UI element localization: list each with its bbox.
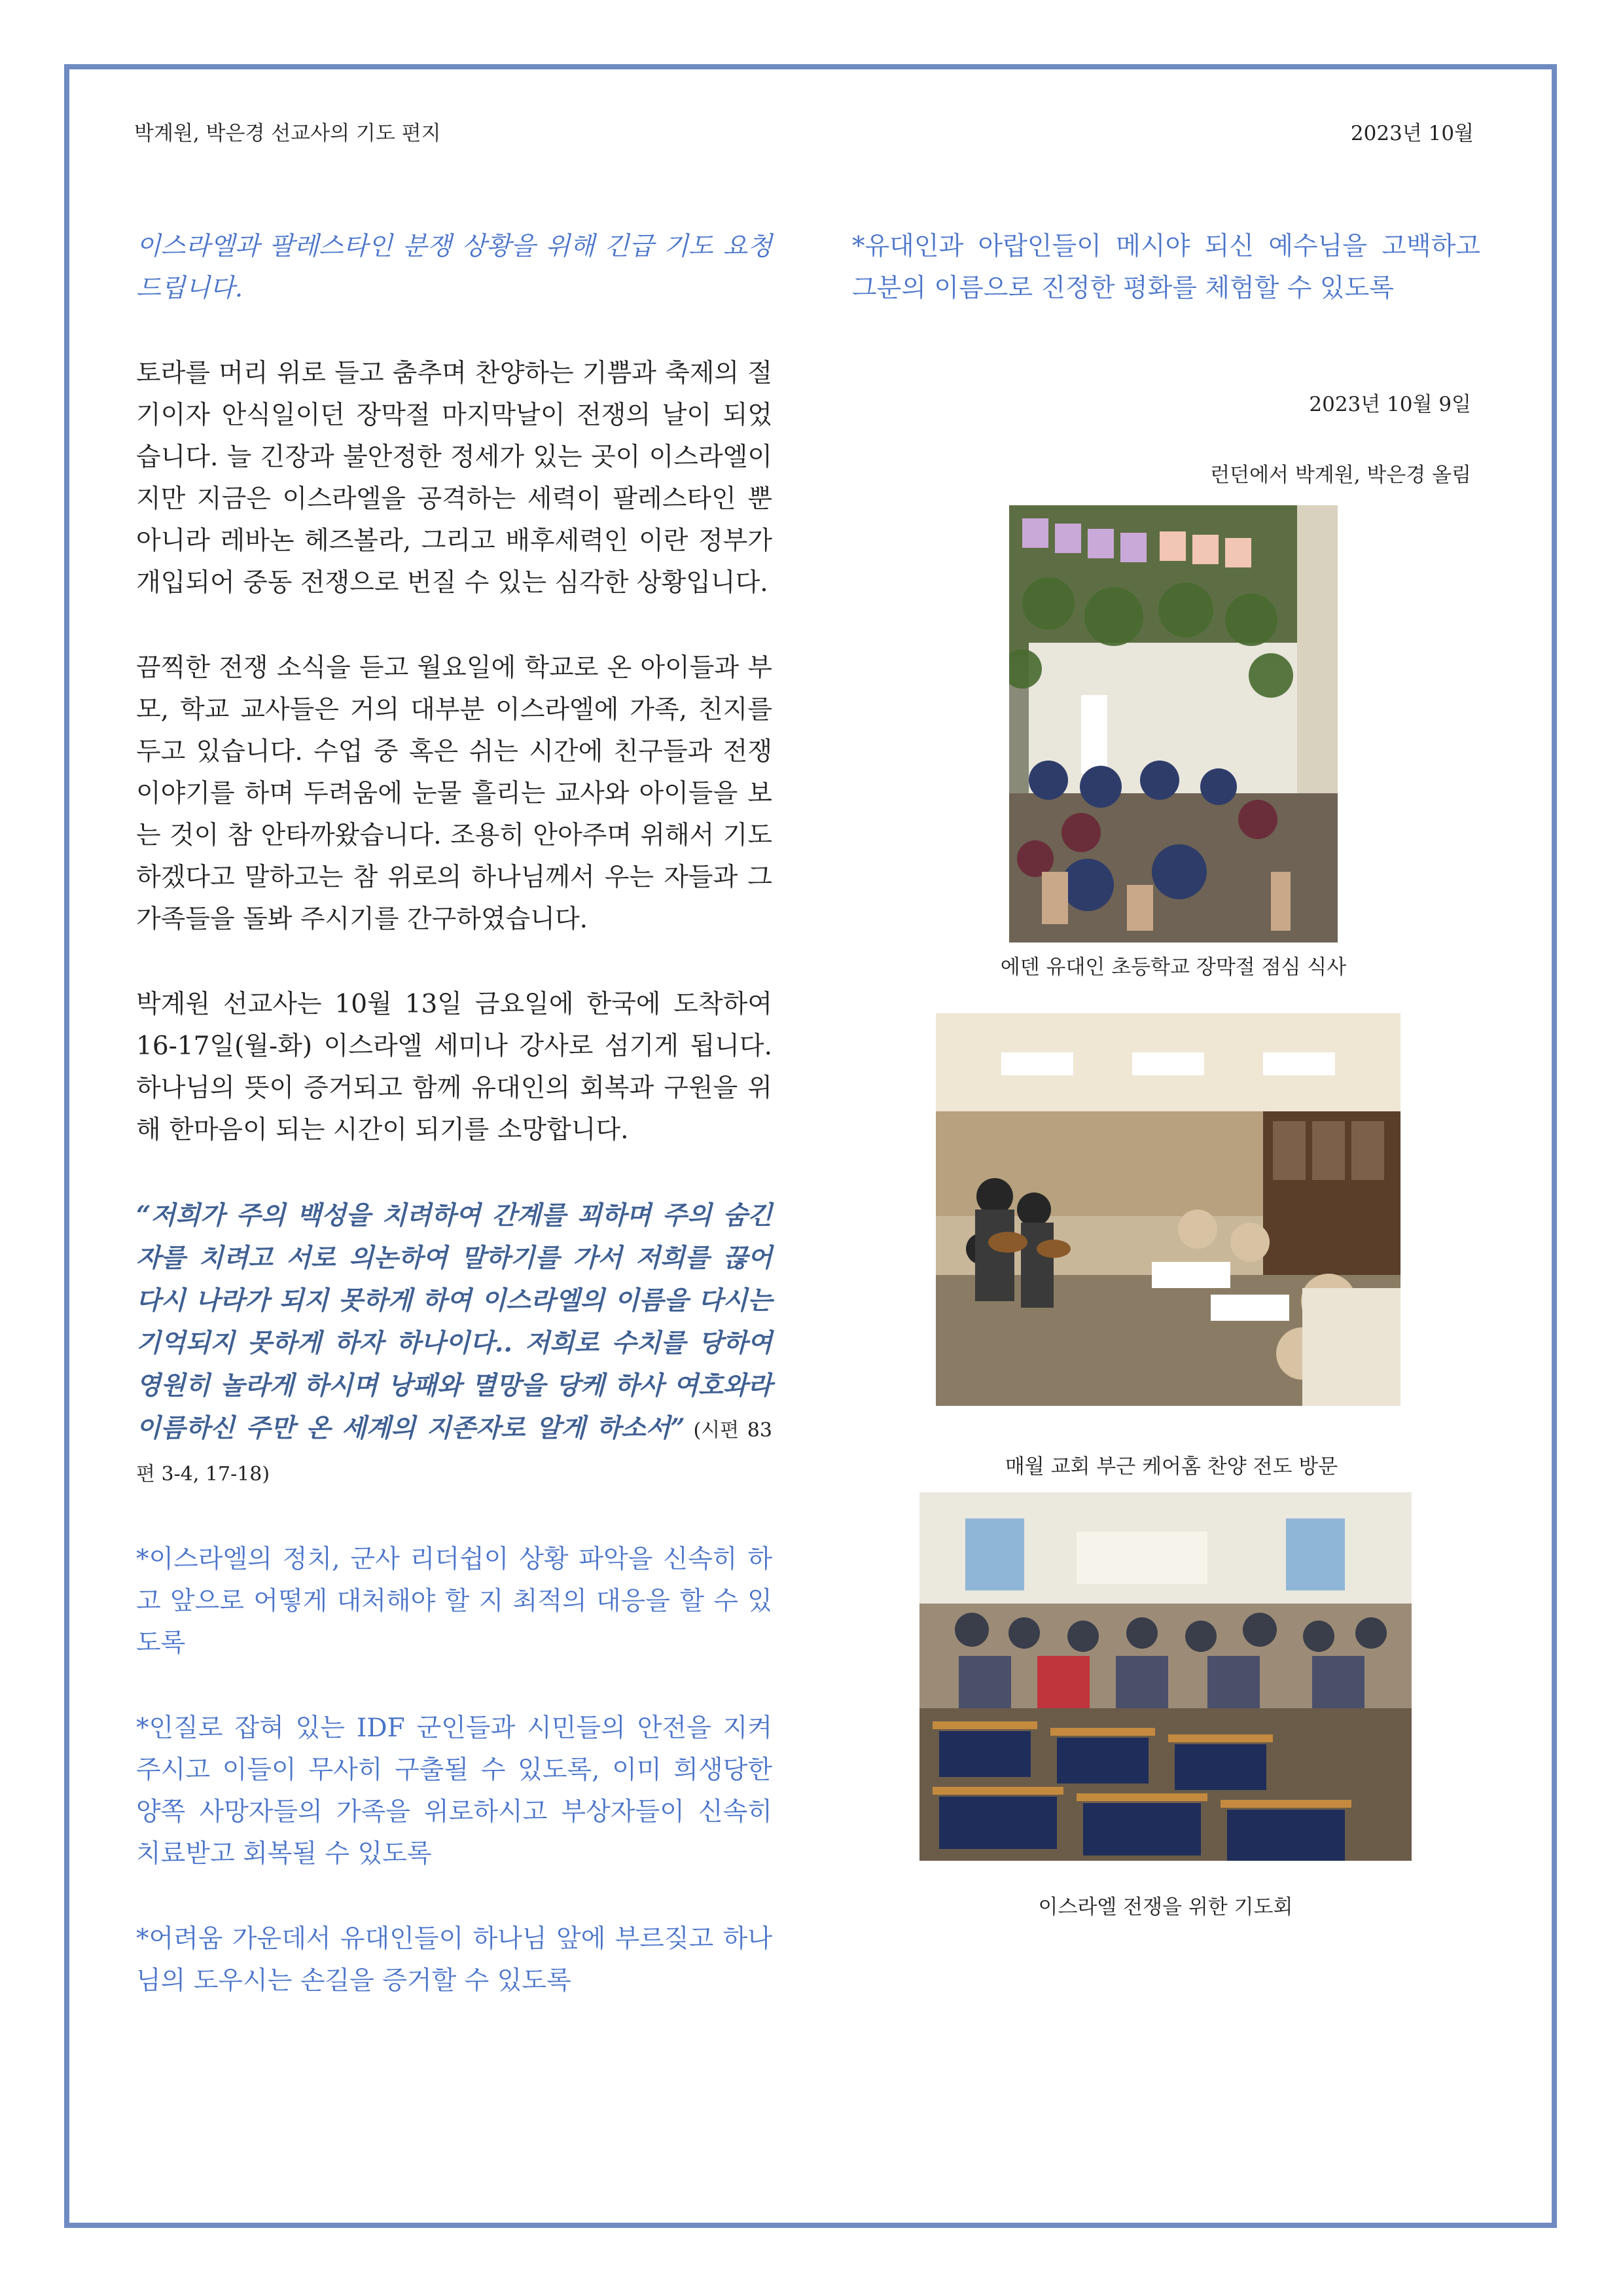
photo-prayer-meeting — [919, 1492, 1412, 1861]
letter-header-date: 2023년 10월 — [1350, 122, 1474, 145]
left-column — [136, 226, 772, 2045]
right-column — [852, 226, 1480, 310]
letter-signature: 런던에서 박계원, 박은경 올림 — [1210, 463, 1471, 487]
prayer-item-4: *유대인과 아랍인들이 메시야 되신 예수님을 고백하고 그분의 이름으로 진정한 평화를 체험할 수 있도록 — [852, 232, 1480, 303]
paragraph-2: 끔찍한 전쟁 소식을 듣고 월요일에 학교로 온 아이들과 부모, 학교 교사들은 거의 대부분 이스라엘에 가족, 친지를 두고 있습니다. 수업 중 혹은 쉬는 시간에 친구들과 전쟁 이야기를 하며 두려움에 눈물 흘리는 교사와 아이들을 보는 것이 참 안타까왔습니다. 조용히 안아주며 위해서 기도하겠다고 말하고는 참 위로의 하나님께서 우는 자들과 그 가족들을 돌봐 주시기를 간구하였습니다. — [136, 653, 772, 934]
scripture-block — [136, 1194, 772, 1496]
prayer-item-1: *이스라엘의 정치, 군사 리더쉽이 상황 파악을 신속히 하고 앞으로 어떻게 대처해야 할 지 최적의 대응을 할 수 있도록 — [136, 1545, 772, 1658]
letter-date: 2023년 10월 9일 — [1309, 393, 1471, 416]
prayer-item-2: *인질로 잡혀 있는 IDF 군인들과 시민들의 안전을 지켜 주시고 이들이 무사히 구출될 수 있도록, 이미 희생당한 양쪽 사망자들의 가족을 위로하시고 부상자들이 신속히 치료받고 회복될 수 있도록 — [136, 1713, 772, 1869]
letter-header-title: 박계원, 박은경 선교사의 기도 편지 — [134, 122, 441, 145]
photo-sukkah-lunch-image — [1009, 505, 1338, 942]
paragraph-3: 박계원 선교사는 10월 13일 금요일에 한국에 도착하여 16-17일(월-화) 이스라엘 세미나 강사로 섬기게 됩니다. 하나님의 뜻이 증거되고 함께 유대인의 회복과 구원을 위해 한마음이 되는 시간이 되기를 소망합니다. — [136, 990, 772, 1145]
paragraph-1: 토라를 머리 위로 들고 춤추며 찬양하는 기쁨과 축제의 절기이자 안식일이던 장막절 마지막날이 전쟁의 날이 되었습니다. 늘 긴장과 불안정한 정세가 있는 곳이 이스라엘이지만 지금은 이스라엘을 공격하는 세력이 팔레스타인 뿐 아니라 레바논 헤즈볼라, 그리고 배후세력인 이란 정부가 개입되어 중동 전쟁으로 번질 수 있는 심각한 상황입니다. — [136, 359, 772, 598]
photo-carehome-visit-image — [936, 1013, 1400, 1406]
photo-caption-2: 매월 교회 부근 케어홈 찬양 전도 방문 — [1005, 1455, 1338, 1479]
photo-caption-1: 에덴 유대인 초등학교 장막절 점심 식사 — [1000, 956, 1347, 979]
prayer-item-3: *어려움 가운데서 유대인들이 하나님 앞에 부르짖고 하나님의 도우시는 손길을 증거할 수 있도록 — [136, 1924, 772, 1996]
letter-title: 이스라엘과 팔레스타인 분쟁 상황을 위해 긴급 기도 요청 드립니다. — [136, 232, 772, 303]
photo-prayer-meeting-image — [919, 1492, 1412, 1861]
scripture-reference: (시편 83편 3-4, 17-18) — [136, 1419, 772, 1486]
scripture-quote: “저희가 주의 백성을 치려하여 간계를 꾀하며 주의 숨긴 자를 치려고 서로 의논하여 말하기를 가서 저희를 끊어 다시 나라가 되지 못하게 하여 이스라엘의 이름을 다시는 기억되지 못하게 하자 하나이다.. 저희로 수치를 당하여 영원히 놀라게 하시며 낭패와 멸망을 당케 하사 여호와라 이름하신 주만 온 세계의 지존자로 알게 하소서” — [136, 1200, 772, 1443]
photo-sukkah-lunch — [1009, 505, 1338, 942]
photo-carehome-visit — [936, 1013, 1400, 1406]
photo-caption-3: 이스라엘 전쟁을 위한 기도회 — [1038, 1895, 1293, 1919]
